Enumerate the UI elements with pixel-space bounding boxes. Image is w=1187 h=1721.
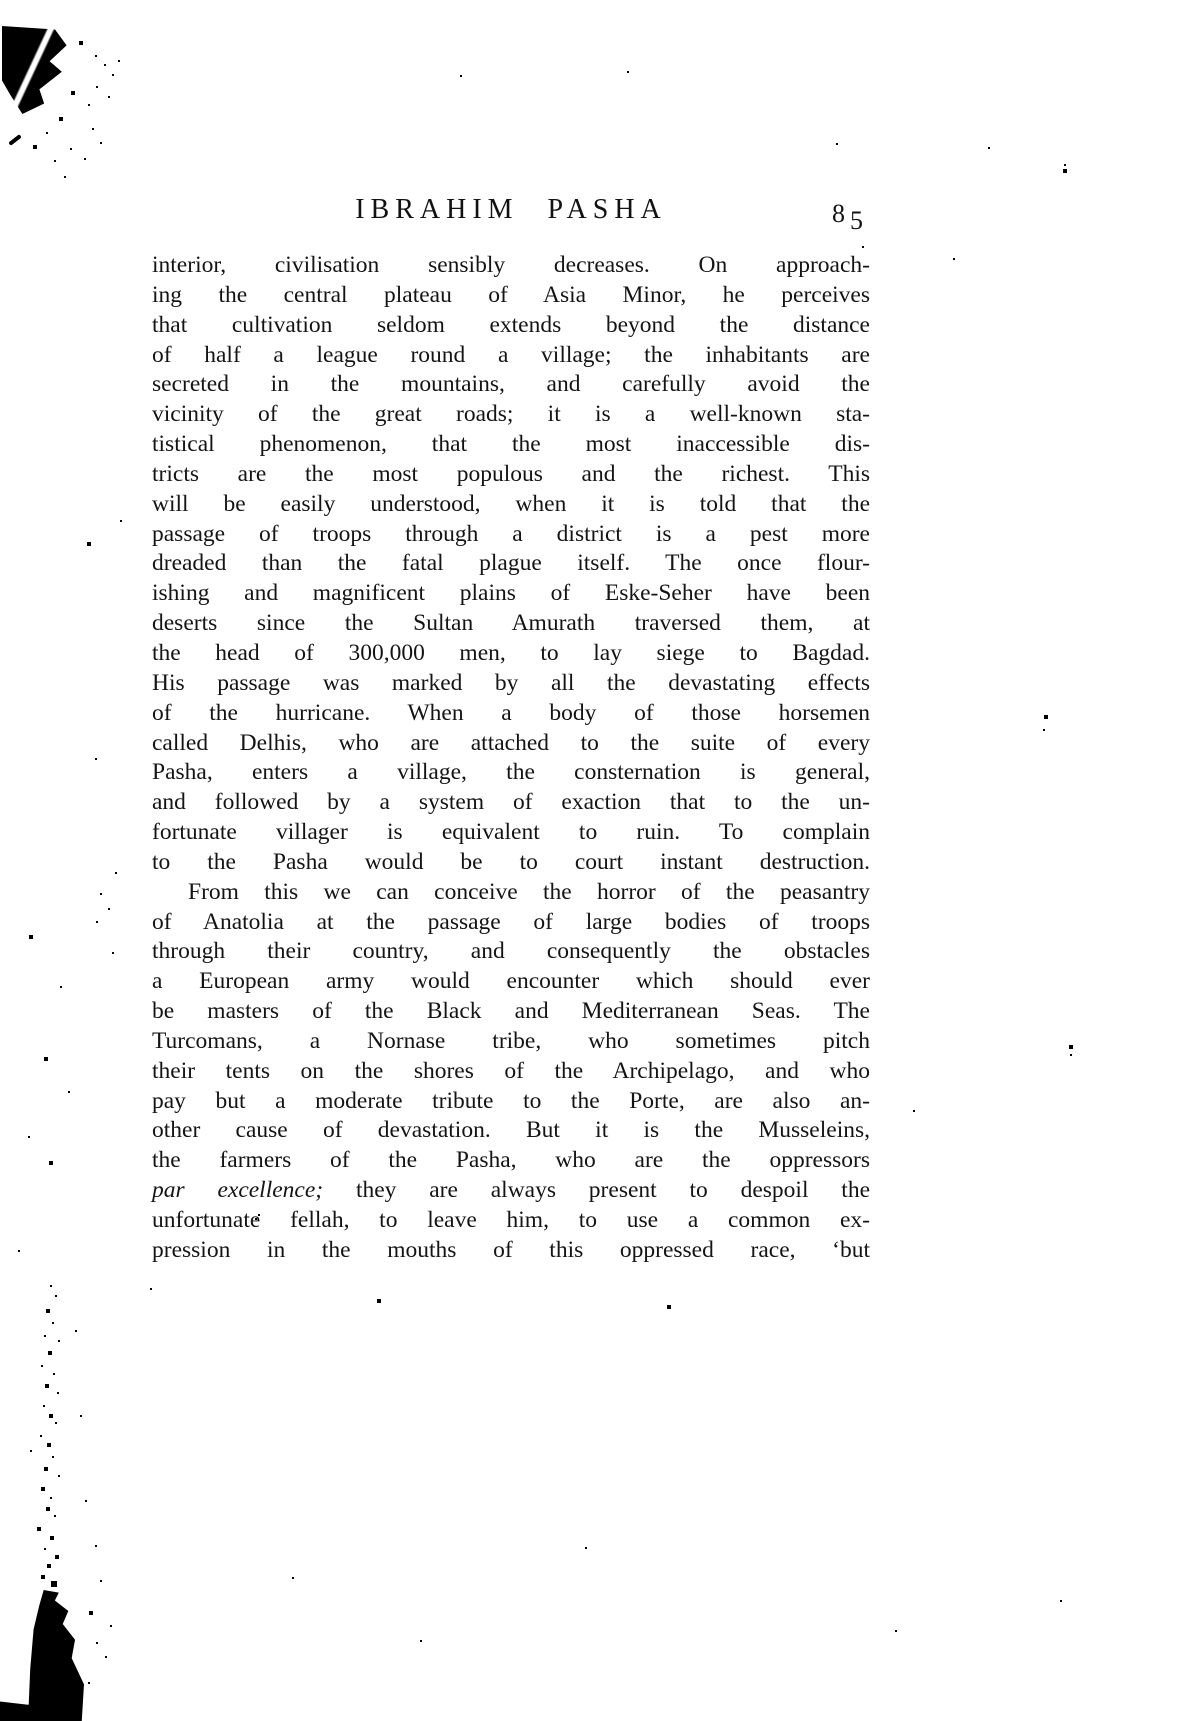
text-line: pay but a moderate tribute to the Porte, are also an- — [152, 1087, 870, 1114]
text-line: passage of troops through a district is a pest more — [152, 520, 870, 547]
text-line: interior, civilisation sensibly decreases. On approach- — [152, 252, 870, 278]
text-line: vicinity of the great roads; it is a well-known sta- — [152, 401, 870, 428]
text-line: called Delhis, who are attached to the suite of every — [152, 729, 870, 756]
page-number-digit: 8 — [832, 199, 850, 228]
text-line: their tents on the shores of the Archipelago, and who — [152, 1057, 870, 1084]
text-line: par excellence; they are always present to despoil the — [152, 1177, 871, 1204]
text-line: Turcomans, a Nornase tribe, who sometimes pitch — [152, 1027, 870, 1054]
page-number — [832, 199, 868, 235]
italic-phrase: par excellence; — [152, 1177, 324, 1204]
text-line: a European army would encounter which should ever — [152, 968, 870, 995]
page-header — [152, 194, 870, 250]
text-line: ishing and magnificent plains of Eske-Seher have been — [152, 580, 870, 607]
text-line: From this we can conceive the horror of the peasantry — [188, 878, 870, 905]
ink-mark-slash — [8, 134, 21, 146]
text-line: ing the central plateau of Asia Minor, he perceives — [152, 281, 870, 308]
text-line: that cultivation seldom extends beyond the distance — [152, 311, 870, 338]
text-line: tricts are the most populous and the richest. This — [152, 460, 870, 487]
text-line: secreted in the mountains, and carefully avoid the — [152, 371, 870, 398]
page-number-digit: 5 — [850, 206, 868, 235]
text-line: Pasha, enters a village, the consternation is general, — [152, 759, 870, 786]
text-line: other cause of devastation. But it is the Musseleins, — [152, 1117, 870, 1144]
ink-speckle-plume — [0, 0, 2, 2]
text-line: tistical phenomenon, that the most inaccessible dis- — [152, 431, 870, 458]
ink-smudge-bottomleft — [28, 1590, 84, 1721]
text-line: pression in the mouths of this oppressed race, ‘but — [152, 1236, 870, 1263]
text-line: of Anatolia at the passage of large bodies of troops — [152, 908, 870, 935]
text-line: to the Pasha would be to court instant destruction. — [152, 848, 870, 875]
text-line: through their country, and consequently the obstacles — [152, 938, 870, 965]
text-line: of the hurricane. When a body of those horsemen — [152, 699, 870, 726]
text-line: and followed by a system of exaction that to the un- — [152, 789, 870, 816]
page-title: IBRAHIM PASHA — [355, 194, 667, 225]
text-line: His passage was marked by all the devastating effects — [152, 669, 870, 696]
ink-smudge-topleft — [2, 26, 70, 114]
text-line: will be easily understood, when it is told that the — [152, 490, 870, 517]
text-line: be masters of the Black and Mediterranean Seas. The — [152, 998, 870, 1025]
text-line: fortunate villager is equivalent to ruin. To complain — [152, 819, 870, 846]
body-text — [152, 251, 870, 1266]
text-line: dreaded than the fatal plague itself. The once flour- — [152, 550, 870, 577]
text-line: the head of 300,000 men, to lay siege to Bagdad. — [152, 639, 870, 666]
text-line: the farmers of the Pasha, who are the oppressors — [152, 1147, 870, 1174]
text-line: deserts since the Sultan Amurath traversed them, at — [152, 610, 870, 637]
text-line: unfortunate fellah, to leave him, to use a common ex- — [152, 1207, 870, 1233]
text-line: of half a league round a village; the inhabitants are — [152, 341, 870, 368]
